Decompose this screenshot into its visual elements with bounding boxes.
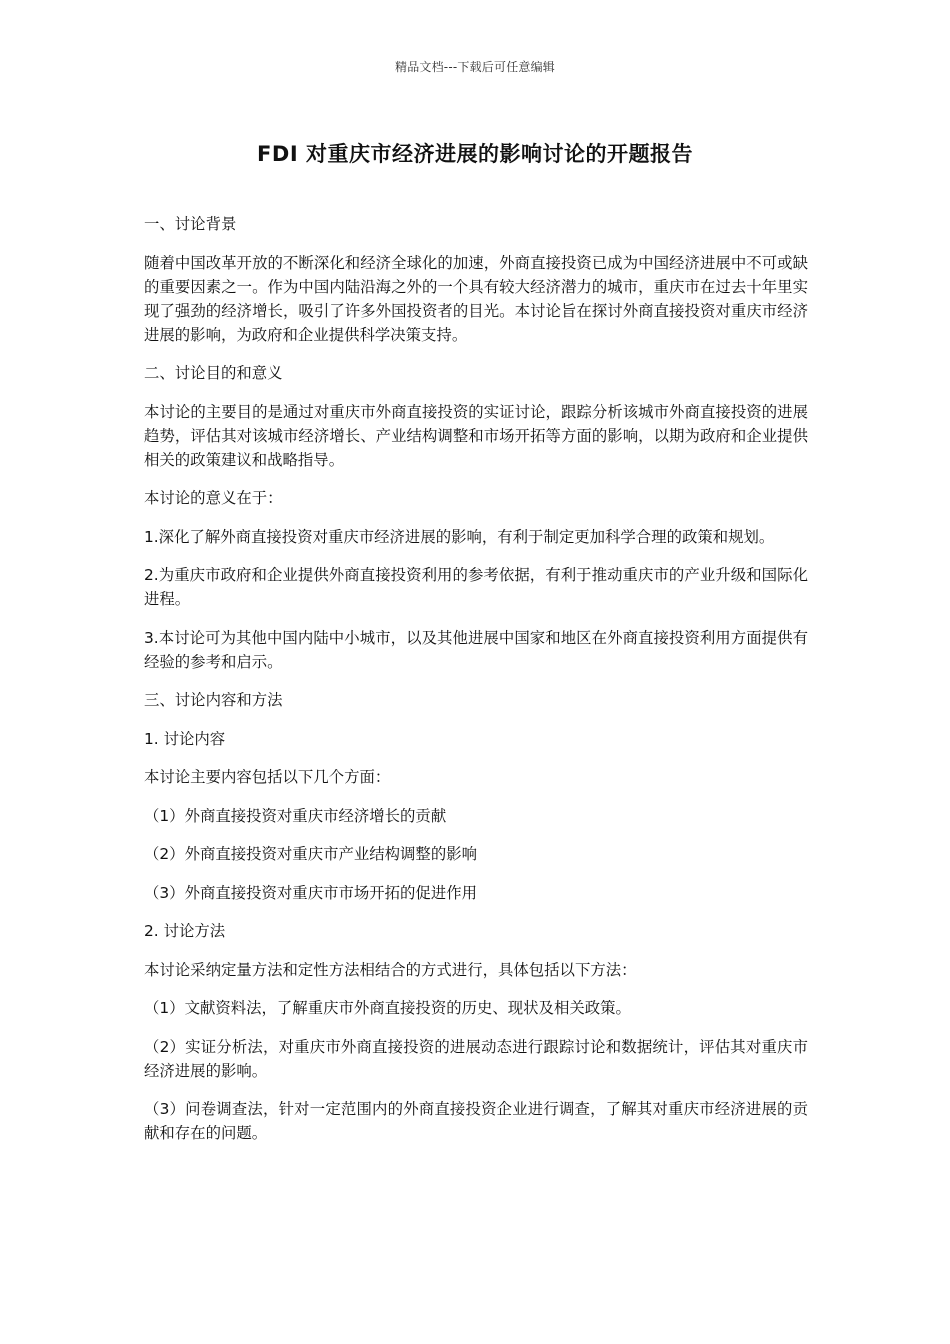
document-body <box>144 212 808 1160</box>
section-heading-purpose: 二、讨论目的和意义 <box>144 364 283 382</box>
section-heading-background: 一、讨论背景 <box>144 215 237 233</box>
subheading-content: 1. 讨论内容 <box>144 729 226 748</box>
paragraph-purpose: 本讨论的主要目的是通过对重庆市外商直接投资的实证讨论，跟踪分析该城市外商直接投资的进展趋势，评估其对该城市经济增长、产业结构调整和市场开拓等方面的影响，以期为政府和企业提供相关的政策建议和战略指导。 <box>144 402 808 469</box>
list-item-method-2: （2）实证分析法，对重庆市外商直接投资的进展动态进行跟踪讨论和数据统计，评估其对重庆市经济进展的影响。 <box>144 1037 808 1080</box>
list-item-method-1: （1）文献资料法，了解重庆市外商直接投资的历史、现状及相关政策。 <box>144 999 631 1017</box>
document-title: FDI 对重庆市经济进展的影响讨论的开题报告 <box>257 142 693 166</box>
paragraph-significance-intro: 本讨论的意义在于： <box>144 489 283 507</box>
list-item-method-3: （3）问卷调查法，针对一定范围内的外商直接投资企业进行调查，了解其对重庆市经济进展的贡献和存在的问题。 <box>144 1100 808 1142</box>
list-item-significance-3: 3.本讨论可为其他中国内陆中小城市，以及其他进展中国家和地区在外商直接投资利用方面提供有经验的参考和启示。 <box>144 628 808 671</box>
list-item-significance-1: 1.深化了解外商直接投资对重庆市经济进展的影响，有利于制定更加科学合理的政策和规划。 <box>144 527 775 546</box>
list-item-content-2: （2）外商直接投资对重庆市产业结构调整的影响 <box>144 845 477 863</box>
paragraph-background: 随着中国改革开放的不断深化和经济全球化的加速，外商直接投资已成为中国经济进展中不可或缺的重要因素之一。作为中国内陆沿海之外的一个具有较大经济潜力的城市，重庆市在过去十年里实现了强劲的经济增长，吸引了许多外国投资者的目光。本讨论旨在探讨外商直接投资对重庆市经济进展的影响，为政府和企业提供科学决策支持。 <box>144 253 808 344</box>
page-header: 精品文档---下载后可任意编辑 <box>395 60 555 74</box>
paragraph-method-intro: 本讨论采纳定量方法和定性方法相结合的方式进行，具体包括以下方法： <box>144 960 637 979</box>
list-item-content-3: （3）外商直接投资对重庆市市场开拓的促进作用 <box>144 883 477 902</box>
paragraph-content-intro: 本讨论主要内容包括以下几个方面： <box>144 768 391 786</box>
subheading-method: 2. 讨论方法 <box>144 922 226 940</box>
list-item-significance-2: 2.为重庆市政府和企业提供外商直接投资利用的参考依据，有利于推动重庆市的产业升级和国际化进程。 <box>144 566 808 608</box>
section-heading-content-method: 三、讨论内容和方法 <box>144 691 283 709</box>
list-item-content-1: （1）外商直接投资对重庆市经济增长的贡献 <box>144 806 447 825</box>
